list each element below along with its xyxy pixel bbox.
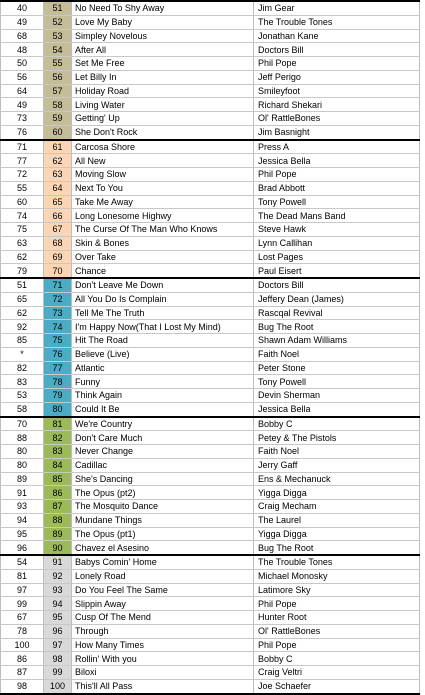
artist-cell: Tony Powell: [254, 195, 420, 209]
table-row: [1, 541, 420, 555]
artist-cell: Ens & Mechanuck: [254, 472, 420, 486]
song-title-cell: We're Country: [72, 417, 254, 431]
song-title-cell: Chance: [72, 264, 254, 278]
artist-cell: Phil Pope: [254, 168, 420, 182]
song-title-cell: Atlantic: [72, 361, 254, 375]
song-title-cell: Through: [72, 624, 254, 638]
song-title-cell: The Mosquito Dance: [72, 500, 254, 514]
table-row: [1, 264, 420, 278]
prev-position-cell: 79: [1, 264, 44, 278]
prev-position-cell: 86: [1, 652, 44, 666]
song-title-cell: Living Water: [72, 98, 254, 112]
prev-position-cell: 78: [1, 624, 44, 638]
table-row: [1, 569, 420, 583]
prev-position-cell: 95: [1, 527, 44, 541]
position-cell: 64: [44, 181, 72, 195]
song-title-cell: How Many Times: [72, 638, 254, 652]
table-row: [1, 70, 420, 84]
artist-cell: The Laurel: [254, 513, 420, 527]
prev-position-cell: 93: [1, 500, 44, 514]
prev-position-cell: 96: [1, 541, 44, 555]
song-title-cell: The Opus (pt2): [72, 486, 254, 500]
song-title-cell: She Don't Rock: [72, 125, 254, 139]
table-row: [1, 652, 420, 666]
song-title-cell: Babys Comin' Home: [72, 555, 254, 569]
table-row: [1, 389, 420, 403]
song-title-cell: Cadillac: [72, 458, 254, 472]
song-title-cell: Over Take: [72, 250, 254, 264]
position-cell: 54: [44, 43, 72, 57]
artist-cell: Phil Pope: [254, 57, 420, 71]
prev-position-cell: 72: [1, 168, 44, 182]
song-title-cell: Long Lonesome Highwy: [72, 209, 254, 223]
artist-cell: Jeff Perigo: [254, 70, 420, 84]
position-cell: 87: [44, 500, 72, 514]
position-cell: 68: [44, 236, 72, 250]
prev-position-cell: 63: [1, 236, 44, 250]
position-cell: 57: [44, 84, 72, 98]
table-row: [1, 445, 420, 459]
prev-position-cell: *: [1, 347, 44, 361]
song-title-cell: Lonely Road: [72, 569, 254, 583]
song-title-cell: Chavez el Asesino: [72, 541, 254, 555]
position-cell: 93: [44, 583, 72, 597]
prev-position-cell: 68: [1, 29, 44, 43]
table-row: [1, 500, 420, 514]
table-row: [1, 250, 420, 264]
song-title-cell: All You Do Is Complain: [72, 292, 254, 306]
table-row: [1, 29, 420, 43]
song-title-cell: Tell Me The Truth: [72, 306, 254, 320]
position-cell: 75: [44, 334, 72, 348]
song-title-cell: Biloxi: [72, 666, 254, 680]
position-cell: 98: [44, 652, 72, 666]
artist-cell: Lynn Callihan: [254, 236, 420, 250]
position-cell: 73: [44, 306, 72, 320]
table-row: [1, 347, 420, 361]
song-title-cell: All New: [72, 154, 254, 168]
position-cell: 74: [44, 320, 72, 334]
artist-cell: Phil Pope: [254, 597, 420, 611]
prev-position-cell: 71: [1, 140, 44, 154]
song-title-cell: Love My Baby: [72, 15, 254, 29]
position-cell: 88: [44, 513, 72, 527]
artist-cell: Jeffery Dean (James): [254, 292, 420, 306]
table-row: [1, 15, 420, 29]
artist-cell: Ol' RattleBones: [254, 112, 420, 126]
song-title-cell: Skin & Bones: [72, 236, 254, 250]
table-row: [1, 292, 420, 306]
artist-cell: Yigga Digga: [254, 527, 420, 541]
artist-cell: Joe Schaefer: [254, 679, 420, 693]
song-title-cell: Hit The Road: [72, 334, 254, 348]
prev-position-cell: 97: [1, 583, 44, 597]
artist-cell: The Dead Mans Band: [254, 209, 420, 223]
position-cell: 91: [44, 555, 72, 569]
song-title-cell: No Need To Shy Away: [72, 1, 254, 15]
table-row: [1, 597, 420, 611]
song-title-cell: Take Me Away: [72, 195, 254, 209]
artist-cell: Shawn Adam Williams: [254, 334, 420, 348]
prev-position-cell: 53: [1, 389, 44, 403]
position-cell: 77: [44, 361, 72, 375]
song-title-cell: Don't Care Much: [72, 431, 254, 445]
artist-cell: Tony Powell: [254, 375, 420, 389]
table-row: [1, 583, 420, 597]
song-title-cell: This'll All Pass: [72, 679, 254, 693]
position-cell: 85: [44, 472, 72, 486]
song-title-cell: Mundane Things: [72, 513, 254, 527]
position-cell: 89: [44, 527, 72, 541]
prev-position-cell: 48: [1, 43, 44, 57]
prev-position-cell: 40: [1, 1, 44, 15]
position-cell: 53: [44, 29, 72, 43]
artist-cell: The Trouble Tones: [254, 15, 420, 29]
song-title-cell: The Opus (pt1): [72, 527, 254, 541]
position-cell: 97: [44, 638, 72, 652]
prev-position-cell: 99: [1, 597, 44, 611]
artist-cell: Phil Pope: [254, 638, 420, 652]
table-row: [1, 431, 420, 445]
position-cell: 80: [44, 402, 72, 416]
prev-position-cell: 55: [1, 181, 44, 195]
position-cell: 84: [44, 458, 72, 472]
artist-cell: Bobby C: [254, 652, 420, 666]
table-row: [1, 140, 420, 154]
table-row: [1, 168, 420, 182]
prev-position-cell: 49: [1, 15, 44, 29]
table-row: [1, 98, 420, 112]
position-cell: 86: [44, 486, 72, 500]
prev-position-cell: 81: [1, 569, 44, 583]
song-title-cell: Let Billy In: [72, 70, 254, 84]
artist-cell: Devin Sherman: [254, 389, 420, 403]
artist-cell: Latimore Sky: [254, 583, 420, 597]
position-cell: 56: [44, 70, 72, 84]
prev-position-cell: 77: [1, 154, 44, 168]
artist-cell: Lost Pages: [254, 250, 420, 264]
artist-cell: Peter Stone: [254, 361, 420, 375]
prev-position-cell: 91: [1, 486, 44, 500]
table-row: [1, 154, 420, 168]
prev-position-cell: 65: [1, 292, 44, 306]
song-title-cell: Think Again: [72, 389, 254, 403]
prev-position-cell: 67: [1, 611, 44, 625]
table-row: [1, 43, 420, 57]
position-cell: 90: [44, 541, 72, 555]
song-title-cell: Rollin' With you: [72, 652, 254, 666]
position-cell: 69: [44, 250, 72, 264]
artist-cell: Craig Veltri: [254, 666, 420, 680]
position-cell: 58: [44, 98, 72, 112]
table-row: [1, 472, 420, 486]
artist-cell: Doctors Bill: [254, 43, 420, 57]
position-cell: 65: [44, 195, 72, 209]
position-cell: 94: [44, 597, 72, 611]
prev-position-cell: 100: [1, 638, 44, 652]
prev-position-cell: 94: [1, 513, 44, 527]
prev-position-cell: 60: [1, 195, 44, 209]
artist-cell: Press A: [254, 140, 420, 154]
artist-cell: Craig Mecham: [254, 500, 420, 514]
position-cell: 70: [44, 264, 72, 278]
table-row: [1, 375, 420, 389]
prev-position-cell: 50: [1, 57, 44, 71]
song-title-cell: Getting' Up: [72, 112, 254, 126]
artist-cell: Petey & The Pistols: [254, 431, 420, 445]
song-title-cell: Moving Slow: [72, 168, 254, 182]
artist-cell: The Trouble Tones: [254, 555, 420, 569]
table-row: [1, 306, 420, 320]
prev-position-cell: 92: [1, 320, 44, 334]
artist-cell: Bug The Root: [254, 320, 420, 334]
song-title-cell: The Curse Of The Man Who Knows: [72, 223, 254, 237]
artist-cell: Jerry Gaff: [254, 458, 420, 472]
prev-position-cell: 56: [1, 70, 44, 84]
position-cell: 79: [44, 389, 72, 403]
artist-cell: Jessica Bella: [254, 402, 420, 416]
table-row: [1, 527, 420, 541]
table-row: [1, 84, 420, 98]
song-title-cell: Do You Feel The Same: [72, 583, 254, 597]
prev-position-cell: 70: [1, 417, 44, 431]
artist-cell: Jessica Bella: [254, 154, 420, 168]
table-row: [1, 361, 420, 375]
artist-cell: Bobby C: [254, 417, 420, 431]
position-cell: 76: [44, 347, 72, 361]
position-cell: 71: [44, 278, 72, 292]
position-cell: 51: [44, 1, 72, 15]
position-cell: 61: [44, 140, 72, 154]
artist-cell: Bug The Root: [254, 541, 420, 555]
song-title-cell: Funny: [72, 375, 254, 389]
song-title-cell: She's Dancing: [72, 472, 254, 486]
prev-position-cell: 85: [1, 334, 44, 348]
prev-position-cell: 49: [1, 98, 44, 112]
position-cell: 60: [44, 125, 72, 139]
table-row: [1, 638, 420, 652]
song-title-cell: I'm Happy Now(That I Lost My Mind): [72, 320, 254, 334]
song-title-cell: Never Change: [72, 445, 254, 459]
artist-cell: Yigga Digga: [254, 486, 420, 500]
position-cell: 96: [44, 624, 72, 638]
artist-cell: Faith Noel: [254, 347, 420, 361]
artist-cell: Rascqal Revival: [254, 306, 420, 320]
table-row: [1, 1, 420, 15]
prev-position-cell: 74: [1, 209, 44, 223]
position-cell: 72: [44, 292, 72, 306]
artist-cell: Jim Gear: [254, 1, 420, 15]
artist-cell: Michael Monosky: [254, 569, 420, 583]
position-cell: 99: [44, 666, 72, 680]
table-row: [1, 679, 420, 693]
table-row: [1, 278, 420, 292]
table-row: [1, 181, 420, 195]
table-row: [1, 57, 420, 71]
prev-position-cell: 64: [1, 84, 44, 98]
song-title-cell: Slippin Away: [72, 597, 254, 611]
position-cell: 66: [44, 209, 72, 223]
prev-position-cell: 58: [1, 402, 44, 416]
table-row: [1, 513, 420, 527]
table-row: [1, 236, 420, 250]
table-row: [1, 486, 420, 500]
song-title-cell: Carcosa Shore: [72, 140, 254, 154]
position-cell: 82: [44, 431, 72, 445]
table-row: [1, 611, 420, 625]
table-row: [1, 624, 420, 638]
prev-position-cell: 80: [1, 458, 44, 472]
table-row: [1, 402, 420, 416]
song-title-cell: Holiday Road: [72, 84, 254, 98]
position-cell: 55: [44, 57, 72, 71]
table-row: [1, 112, 420, 126]
artist-cell: Steve Hawk: [254, 223, 420, 237]
position-cell: 62: [44, 154, 72, 168]
position-cell: 100: [44, 679, 72, 693]
artist-cell: Paul Eisert: [254, 264, 420, 278]
table-row: [1, 125, 420, 139]
prev-position-cell: 88: [1, 431, 44, 445]
prev-position-cell: 87: [1, 666, 44, 680]
artist-cell: Ol' RattleBones: [254, 624, 420, 638]
artist-cell: Hunter Root: [254, 611, 420, 625]
artist-cell: Richard Shekari: [254, 98, 420, 112]
position-cell: 81: [44, 417, 72, 431]
position-cell: 83: [44, 445, 72, 459]
prev-position-cell: 80: [1, 445, 44, 459]
position-cell: 59: [44, 112, 72, 126]
prev-position-cell: 54: [1, 555, 44, 569]
table-row: [1, 666, 420, 680]
artist-cell: Brad Abbott: [254, 181, 420, 195]
prev-position-cell: 62: [1, 306, 44, 320]
table-row: [1, 195, 420, 209]
position-cell: 52: [44, 15, 72, 29]
table-row: [1, 417, 420, 431]
prev-position-cell: 83: [1, 375, 44, 389]
table-row: [1, 334, 420, 348]
position-cell: 78: [44, 375, 72, 389]
prev-position-cell: 51: [1, 278, 44, 292]
song-title-cell: Don't Leave Me Down: [72, 278, 254, 292]
table-row: [1, 555, 420, 569]
song-title-cell: Cusp Of The Mend: [72, 611, 254, 625]
prev-position-cell: 76: [1, 125, 44, 139]
position-cell: 95: [44, 611, 72, 625]
position-cell: 67: [44, 223, 72, 237]
position-cell: 92: [44, 569, 72, 583]
artist-cell: Doctors Bill: [254, 278, 420, 292]
prev-position-cell: 75: [1, 223, 44, 237]
song-title-cell: Simpley Novelous: [72, 29, 254, 43]
song-title-cell: Set Me Free: [72, 57, 254, 71]
table-row: [1, 223, 420, 237]
table-row: [1, 209, 420, 223]
artist-cell: Smileyfoot: [254, 84, 420, 98]
artist-cell: Jim Basnight: [254, 125, 420, 139]
position-cell: 63: [44, 168, 72, 182]
song-title-cell: Next To You: [72, 181, 254, 195]
song-title-cell: Believe (Live): [72, 347, 254, 361]
song-title-cell: After All: [72, 43, 254, 57]
prev-position-cell: 73: [1, 112, 44, 126]
prev-position-cell: 82: [1, 361, 44, 375]
chart-body: [1, 1, 420, 694]
table-row: [1, 458, 420, 472]
prev-position-cell: 89: [1, 472, 44, 486]
prev-position-cell: 98: [1, 679, 44, 693]
table-row: [1, 320, 420, 334]
song-title-cell: Could It Be: [72, 402, 254, 416]
artist-cell: Faith Noel: [254, 445, 420, 459]
artist-cell: Jonathan Kane: [254, 29, 420, 43]
prev-position-cell: 62: [1, 250, 44, 264]
